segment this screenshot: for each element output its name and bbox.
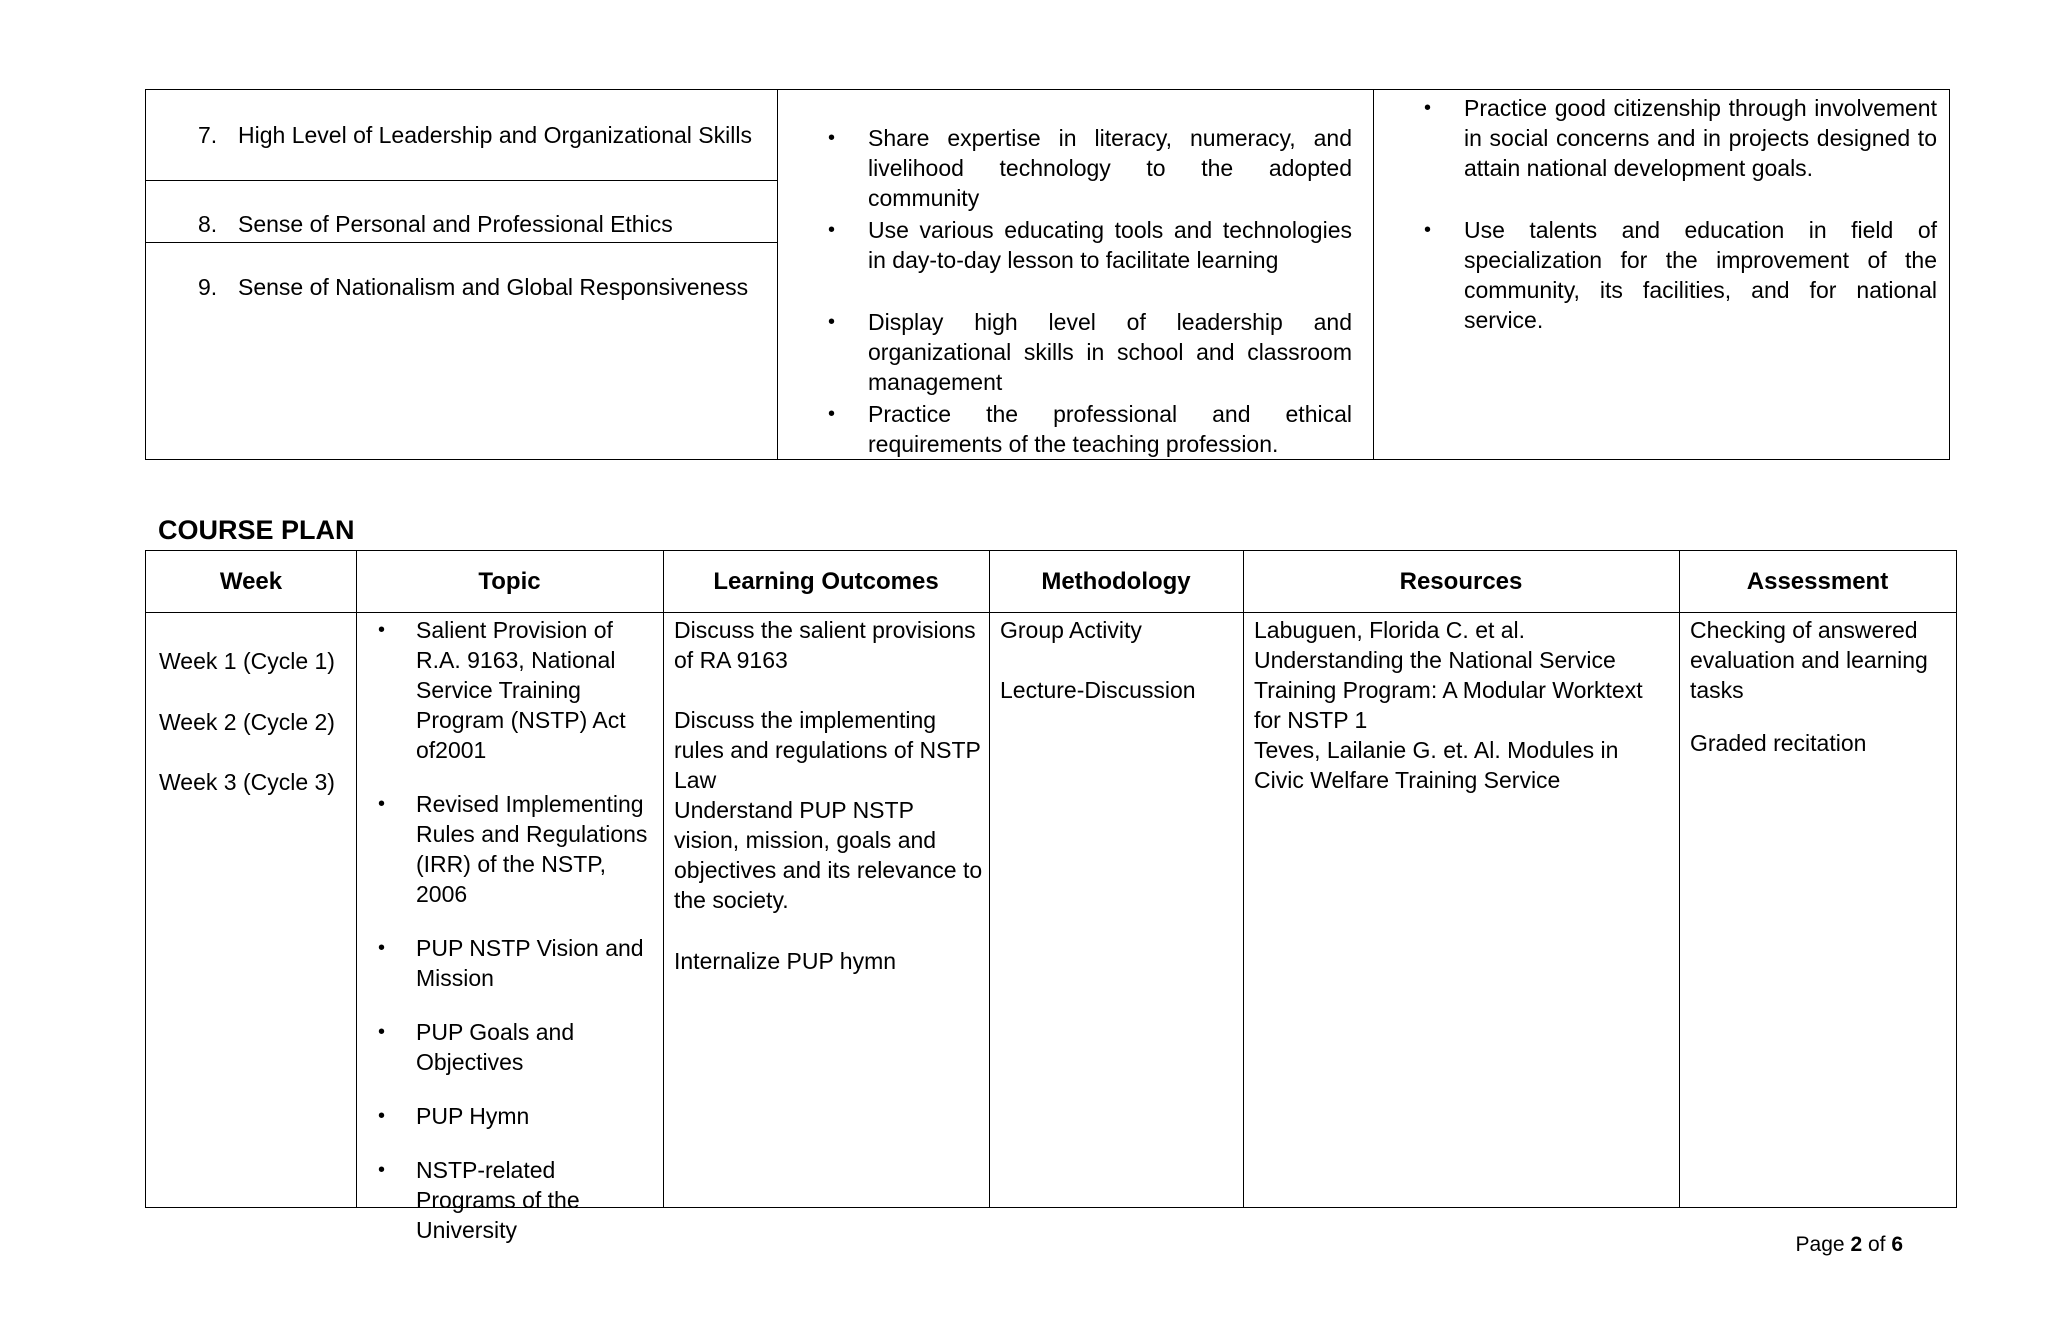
page-of: of (1862, 1233, 1892, 1256)
bullet-icon: • (378, 1021, 386, 1043)
course-plan-table (145, 550, 1957, 1243)
header-learning-outcomes: Learning Outcomes (713, 567, 939, 595)
outcome-text: Practice good citizenship through involvement in social concerns and in projects designed to attain national development goals. (1464, 95, 1937, 181)
header-divider (146, 612, 1956, 613)
current-page: 2 (1850, 1233, 1863, 1256)
learning-outcome: Internalize PUP hymn (674, 948, 897, 974)
pgo-number: 9. (198, 274, 218, 300)
methodology-item: Lecture-Discussion (1000, 677, 1196, 703)
assessment-item: Checking of answered evaluation and learning tasks (1690, 617, 1928, 703)
page-number (1796, 1233, 1903, 1257)
header-methodology: Methodology (1041, 567, 1191, 595)
pgo-text: Sense of Personal and Professional Ethics (238, 211, 673, 237)
column-divider (356, 551, 357, 1207)
column-divider (1679, 551, 1680, 1207)
outcome-text: Use various educating tools and technologies in day-to-day lesson to facilitate learning (868, 217, 1352, 273)
topic-text: PUP Hymn (416, 1103, 530, 1129)
bullet-icon: • (378, 619, 386, 641)
list-item (378, 1101, 661, 1131)
list-item (378, 1017, 661, 1077)
list-item (378, 933, 661, 993)
topic-text: NSTP-related Programs of the University (416, 1157, 580, 1243)
week-label: Week 2 (Cycle 2) (159, 709, 335, 735)
topic-text: Revised Implementing Rules and Regulations (IRR) of the NSTP, 2006 (416, 791, 648, 907)
list-item (828, 399, 1352, 459)
bullet-icon: • (1424, 97, 1432, 119)
bullet-icon: • (828, 127, 836, 149)
methodology-item: Group Activity (1000, 617, 1142, 643)
bullet-icon: • (378, 1105, 386, 1127)
pgo-text: Sense of Nationalism and Global Responsiveness (238, 274, 749, 300)
total-pages: 6 (1891, 1233, 1903, 1256)
pgo-row (146, 181, 777, 243)
list-item (828, 307, 1352, 397)
bullet-icon: • (828, 311, 836, 333)
outcome-text: Use talents and education in field of specialization for the improvement of the community, its facilities, and for national service. (1464, 217, 1937, 333)
resource-item: Labuguen, Florida C. et al. Understanding the National Service Training Program: A Modular Worktext for NSTP 1 (1254, 617, 1643, 733)
resource-item: Teves, Lailanie G. et. Al. Modules in Civic Welfare Training Service (1254, 737, 1619, 793)
list-item (1424, 215, 1937, 335)
learning-outcome: Discuss the salient provisions of RA 9163 (674, 617, 976, 673)
bullet-icon: • (828, 403, 836, 425)
bullet-icon: • (378, 1159, 386, 1181)
pgo-text: High Level of Leadership and Organizational Skills (238, 122, 752, 148)
pgo-number: 7. (198, 122, 218, 148)
pgo-row (146, 90, 777, 181)
outcome-text: Display high level of leadership and organizational skills in school and classroom management (868, 309, 1352, 395)
bullet-icon: • (828, 219, 836, 241)
column-divider (989, 551, 990, 1207)
list-item (828, 123, 1352, 213)
header-topic: Topic (478, 567, 541, 595)
pgo-number: 8. (198, 211, 218, 237)
week-label: Week 1 (Cycle 1) (159, 648, 335, 674)
header-week: Week (219, 567, 283, 595)
list-item (1424, 93, 1937, 183)
course-outcomes-column (1374, 90, 1949, 459)
pgo-column (146, 90, 778, 459)
program-outcomes-column (778, 90, 1374, 459)
header-resources: Resources (1399, 567, 1523, 595)
pgo-row (146, 243, 777, 459)
list-item (378, 615, 661, 765)
bullet-icon: • (1424, 219, 1432, 241)
bullet-icon: • (378, 937, 386, 959)
topic-text: PUP Goals and Objectives (416, 1019, 575, 1075)
topic-text: Salient Provision of R.A. 9163, National Service Training Program (NSTP) Act of2001 (416, 617, 626, 763)
bullet-icon: • (378, 793, 386, 815)
list-item (828, 215, 1352, 275)
header-assessment: Assessment (1746, 567, 1889, 595)
assessment-item: Graded recitation (1690, 730, 1867, 756)
column-divider (1243, 551, 1244, 1207)
learning-outcome: Discuss the implementing rules and regulations of NSTP Law (674, 707, 981, 793)
section-title: COURSE PLAN (158, 515, 355, 545)
column-divider (663, 551, 664, 1207)
topic-text: PUP NSTP Vision and Mission (416, 935, 644, 991)
list-item (378, 789, 661, 909)
outcomes-table (145, 89, 1950, 460)
outcome-text: Share expertise in literacy, numeracy, and livelihood technology to the adopted community (868, 125, 1352, 211)
list-item (378, 1155, 661, 1245)
page-prefix: Page (1795, 1233, 1851, 1256)
learning-outcome: Understand PUP NSTP vision, mission, goals and objectives and its relevance to the society. (674, 797, 983, 913)
week-label: Week 3 (Cycle 3) (159, 769, 335, 795)
topic-list (378, 615, 661, 1269)
outcome-text: Practice the professional and ethical requirements of the teaching profession. (868, 401, 1352, 457)
